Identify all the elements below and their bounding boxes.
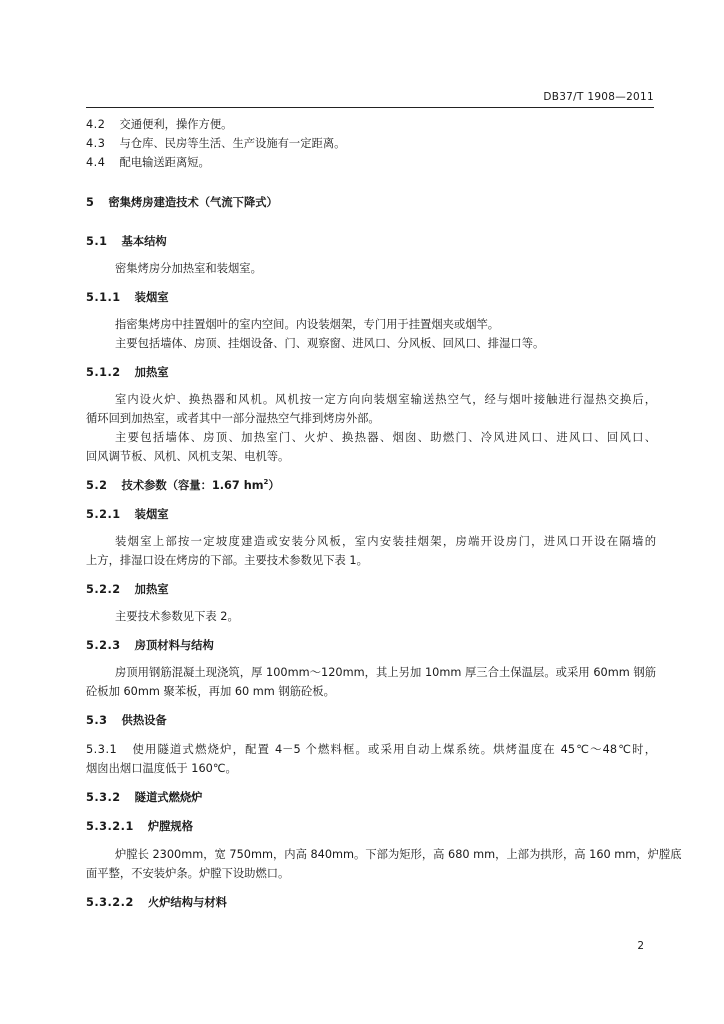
section-5-1-2-para-1-line-2: 循环回到加热室，或者其中一部分湿热空气排到烤房外部。 (86, 412, 380, 425)
clause-4-3 (86, 137, 656, 151)
section-number: 5.1.2 (86, 366, 121, 379)
section-number: 5.1 (86, 235, 108, 248)
section-5-1-1-heading (86, 291, 656, 305)
section-5-2-2-text: 主要技术参数见下表 2。 (115, 610, 239, 623)
section-5-3-2-1-line-1: 炉膛长 2300mm，宽 750mm，内高 840mm。下部为矩形，高 680 mm，上部为拱形，高 160 mm，炉膛底 (115, 848, 682, 861)
section-number: 5.3.2.2 (86, 896, 134, 909)
section-number: 5.3.1 (86, 743, 118, 756)
section-number: 5.3.2 (86, 791, 121, 804)
clause-text: 配电输送距离短。 (119, 156, 210, 169)
section-number: 5.2.1 (86, 508, 121, 521)
section-5-1-2-heading (86, 366, 656, 380)
section-title: 基本结构 (121, 235, 167, 248)
section-5-2-3-line-1: 房顶用钢筋混凝土现浇筑，厚 100mm～120mm，其上另加 10mm 厚三合土保温层。或采用 60mm 钢筋 (115, 666, 656, 679)
section-5-2-2-heading (86, 583, 656, 597)
clause-number: 4.2 (86, 118, 106, 131)
section-5-2-3-heading (86, 639, 656, 653)
section-title-end: ） (268, 479, 280, 492)
section-5-2-3-line-2: 砼板加 60mm 聚苯板，再加 60 mm 钢筋砼板。 (86, 685, 335, 698)
section-title: 装烟室 (134, 291, 169, 304)
section-5-2-1-line-1: 装烟室上部按一定坡度建造或安装分风板，室内安装挂烟架，房端开设房门，进风口开设在隔墙的 (115, 535, 656, 548)
header-rule (86, 107, 654, 108)
section-title: 加热室 (134, 366, 169, 379)
section-title: 装烟室 (134, 508, 169, 521)
section-5-1-2-para-1-line-1: 室内设火炉、换热器和风机。风机按一定方向向装烟室输送热空气，经与烟叶接触进行湿热交换后， (115, 393, 656, 406)
superscript: 2 (263, 478, 269, 487)
section-5-2-1-heading (86, 508, 656, 522)
section-number: 5 (86, 196, 95, 209)
page-number: 2 (637, 940, 644, 952)
section-title: 火炉结构与材料 (147, 896, 227, 909)
section-5-1-2-para-2-line-1: 主要包括墙体、房顶、加热室门、火炉、换热器、烟囱、助燃门、冷风进风口、进风口、回风口、 (115, 431, 656, 444)
clause-number: 4.3 (86, 137, 106, 150)
section-5-3-1-line-2: 烟囱出烟口温度低于 160℃。 (86, 762, 237, 775)
section-5-3-2-heading (86, 791, 656, 805)
section-title: 房顶材料与结构 (134, 639, 214, 652)
section-5-2-1-line-2: 上方，排湿口设在烤房的下部。主要技术参数见下表 1。 (86, 554, 368, 567)
section-title: 技术参数（容量：1.67 hm (121, 479, 264, 492)
section-number: 5.2.3 (86, 639, 121, 652)
section-5-1-text: 密集烤房分加热室和装烟室。 (115, 262, 262, 275)
section-number: 5.3 (86, 714, 108, 727)
clause-text: 交通便利，操作方便。 (119, 118, 233, 131)
section-title: 密集烤房建造技术（气流下降式） (108, 196, 278, 209)
clause-text: 与仓库、民房等生活、生产设施有一定距离。 (119, 137, 346, 150)
section-title: 隧道式燃烧炉 (134, 791, 203, 804)
section-5-1-2-para-2-line-2: 回风调节板、风机、风机支架、电机等。 (86, 450, 290, 463)
section-5-1-heading (86, 235, 656, 249)
section-number: 5.2 (86, 479, 108, 492)
clause-number: 4.4 (86, 156, 106, 169)
section-title: 炉膛规格 (147, 820, 194, 833)
section-number: 5.2.2 (86, 583, 121, 596)
section-5-3-2-2-heading (86, 896, 656, 910)
section-5-1-1-para-1: 指密集烤房中挂置烟叶的室内空间。内设装烟架，专门用于挂置烟夹或烟竿。 (115, 318, 500, 331)
section-title: 加热室 (134, 583, 169, 596)
section-5-3-1-line-1 (86, 743, 656, 757)
section-title: 供热设备 (121, 714, 167, 727)
clause-4-2 (86, 118, 656, 132)
section-number: 5.1.1 (86, 291, 121, 304)
section-5-3-2-1-heading (86, 820, 656, 834)
section-5-3-2-1-line-2: 面平整，不安装炉条。炉膛下设助燃口。 (86, 867, 290, 880)
section-5-2-heading (86, 479, 656, 493)
section-5-heading (86, 196, 656, 210)
clause-4-4 (86, 156, 656, 170)
standard-code: DB37/T 1908—2011 (543, 91, 654, 103)
section-5-3-heading (86, 714, 656, 728)
section-text: 使用隧道式燃烧炉，配置 4－5 个燃料框。或采用自动上煤系统。烘烤温度在 45℃～48℃时， (131, 743, 656, 756)
section-5-1-1-para-2: 主要包括墙体、房顶、挂烟设备、门、观察窗、进风口、分风板、回风口、排湿口等。 (115, 337, 545, 350)
section-number: 5.3.2.1 (86, 820, 134, 833)
